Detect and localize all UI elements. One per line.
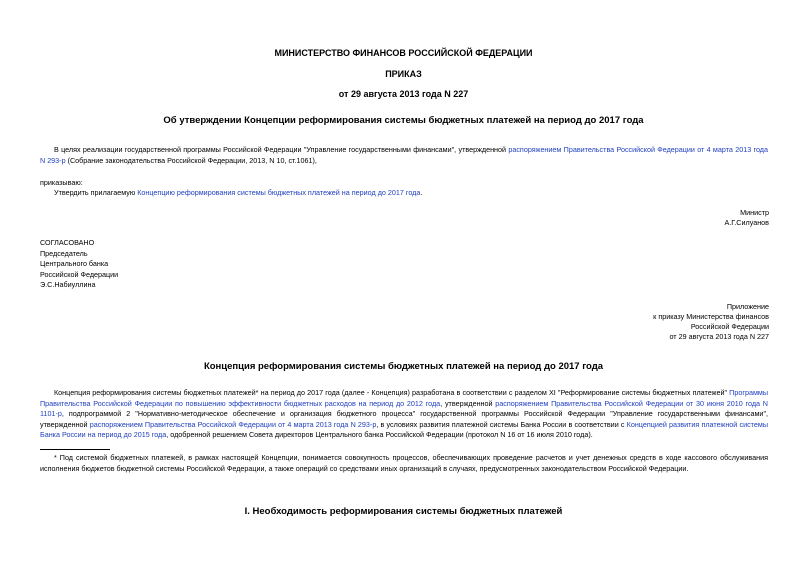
preamble-link-decree-293[interactable]: распоряжением Правительства Российской Федерации от 4 марта 2013 года N 293-р [40, 145, 768, 165]
preamble-paragraph [40, 145, 768, 166]
appendix-line: Приложение [726, 302, 769, 311]
preamble-text-end: (Собрание законодательства Российской Федерации, 2013, N 10, ст.1061), [65, 155, 317, 165]
order-date-number: от 29 августа 2013 года N 227 [338, 89, 469, 99]
approve-line [54, 188, 422, 198]
link-decree-293[interactable]: распоряжением Правительства Российской Федерации от 4 марта 2013 года N 293-р [89, 419, 377, 429]
ministry-heading: МИНИСТЕРСТВО ФИНАНСОВ РОССИЙСКОЙ ФЕДЕРАЦИИ [274, 48, 533, 58]
section-heading-1: I. Необходимость реформирования системы бюджетных платежей [244, 506, 563, 517]
concept-text: , утвержденной [440, 398, 496, 408]
link-payment-system-concept[interactable]: Концепцией развития платежной системы Банка России на период до 2015 года [40, 419, 768, 439]
appendix-line: к приказу Министерства финансов [653, 312, 769, 321]
footnote-separator [40, 449, 110, 450]
agreed-signatory: Э.С.Набиуллина [40, 280, 96, 289]
doc-type-heading: ПРИКАЗ [385, 69, 422, 79]
concept-text: , одобренной решением Совета директоров Центрального банка Российской Федерации (протокол N 16 от 16 июля 2010 года). [166, 430, 593, 439]
link-efficiency-program[interactable]: Программы Правительства Российской Федерации по повышению эффективности бюджетных расходов на период до 2012 года [40, 388, 768, 408]
concept-text: Концепция реформирования системы бюджетных платежей* на период до 2017 года (далее - Концепция) разработана в соответствии с разделом XI "Реформирование системы бюджетных платежей" [54, 388, 730, 397]
appendix-line: Российской Федерации [690, 322, 769, 331]
approve-end: . [420, 188, 423, 197]
concept-text: , подпрограммой 2 "Нормативно-методическое обеспечение и организация бюджетного процесса" государственной программы Российской Федерации "Управление государственными финансами", утвержденной [40, 409, 768, 429]
approve-concept-link[interactable]: Концепцию реформирования системы бюджетных платежей на период до 2017 года [137, 188, 421, 197]
prikazyvayu-label: приказываю: [40, 178, 83, 187]
agreed-label: СОГЛАСОВАНО [40, 238, 95, 247]
concept-paragraph-1 [40, 388, 768, 441]
concept-title: Концепция реформирования системы бюджетных платежей на период до 2017 года [203, 361, 604, 372]
order-title: Об утверждении Концепции реформирования системы бюджетных платежей на период до 2017 года [163, 115, 644, 126]
preamble-text: В целях реализации государственной программы Российской Федерации "Управление государственными финансами", утвержденной [54, 145, 509, 154]
signature-position: Министр [740, 208, 769, 217]
concept-text: , в условиях развития платежной системы Банка России в соответствии с [376, 419, 627, 429]
approve-text: Утвердить прилагаемую [54, 188, 138, 197]
footnote-text: * Под системой бюджетных платежей, в рамках настоящей Концепции, понимается совокупность процессов, обеспечивающих проведение расчетов и учет денежных средств в ходе кассового обслуживания исполнения бюджетов бюджетной системы Российской Федерации, а также операций со средствами иных организаций в случаях, предусмотренных законодательством Российской Федерации. [40, 453, 768, 473]
agreed-line: Центрального банка [40, 259, 109, 268]
link-decree-1101[interactable]: распоряжением Правительства Российской Федерации от 30 июня 2010 года N 1101-р [40, 398, 768, 418]
signature-name: А.Г.Силуанов [724, 218, 769, 227]
agreed-line: Российской Федерации [40, 270, 119, 279]
appendix-line: от 29 августа 2013 года N 227 [669, 332, 769, 341]
agreed-line: Председатель [40, 249, 88, 258]
